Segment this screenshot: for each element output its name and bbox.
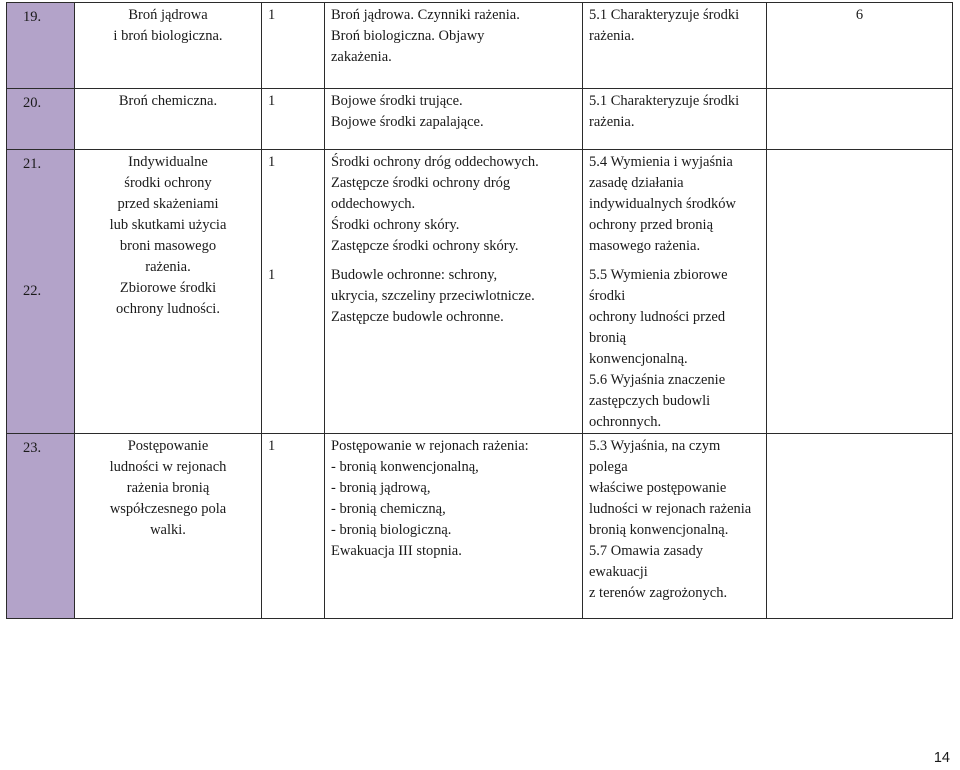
lesson-number: 22. — [23, 283, 42, 299]
topic-name: Postępowanie ludności w rejonach rażenia bronią współczesnego pola walki. — [75, 434, 262, 619]
lesson-number: 20. — [23, 95, 42, 111]
topic-name: Broń jądrowa i broń biologiczna. — [75, 3, 262, 89]
lesson-number-cell — [7, 3, 75, 89]
hours-total — [767, 434, 953, 619]
topic-name: Broń chemiczna. — [75, 89, 262, 150]
lesson-count-cell — [262, 150, 325, 434]
topic-name-cell — [75, 150, 262, 434]
lesson-number-cell — [7, 150, 75, 434]
hours-total: 6 — [767, 3, 953, 89]
lesson-count: 1 — [262, 89, 325, 150]
lesson-count: 1 — [268, 154, 276, 170]
topic-name: Zbiorowe środki ochrony ludności. — [116, 280, 220, 317]
requirements: 5.5 Wymienia zbiorowe środki ochrony ludności przed bronią konwencjonalną. 5.6 Wyjaśnia znaczenie zastępczych budowli ochronnych. — [589, 267, 728, 430]
lesson-number: 21. — [23, 156, 42, 172]
page-number: 14 — [933, 750, 950, 766]
hours-total — [767, 150, 953, 434]
table-row — [7, 150, 953, 434]
table-row — [7, 3, 953, 89]
requirements: 5.1 Charakteryzuje środki rażenia. — [583, 89, 767, 150]
topic-content: Bojowe środki trujące. Bojowe środki zapalające. — [325, 89, 583, 150]
requirements: 5.4 Wymienia i wyjaśnia zasadę działania indywidualnych środków ochrony przed bronią masowego rażenia. — [589, 154, 736, 254]
requirements: 5.3 Wyjaśnia, na czym polega właściwe postępowanie ludności w rejonach rażenia bronią konwencjonalną. 5.7 Omawia zasady ewakuacji z terenów zagrożonych. — [583, 434, 767, 619]
hours-total — [767, 89, 953, 150]
table-row — [7, 89, 953, 150]
lesson-number: 19. — [13, 5, 68, 28]
topic-content: Środki ochrony dróg oddechowych. Zastępcze środki ochrony dróg oddechowych. Środki ochrony skóry. Zastępcze środki ochrony skóry. — [331, 154, 539, 254]
requirements-cell — [583, 150, 767, 434]
requirements: 5.1 Charakteryzuje środki rażenia. — [583, 3, 767, 89]
topic-content-cell — [325, 150, 583, 434]
topic-content: Postępowanie w rejonach rażenia: - bronią konwencjonalną, - bronią jądrową, - bronią chemiczną, - bronią biologiczną. Ewakuacja III stopnia. — [325, 434, 583, 619]
lesson-number-cell — [7, 434, 75, 619]
lesson-number: 23. — [23, 440, 42, 456]
syllabus-table — [6, 2, 953, 619]
lesson-count: 1 — [262, 434, 325, 619]
lesson-count: 1 — [262, 3, 325, 89]
lesson-count: 1 — [268, 267, 276, 283]
topic-name: Indywidualne środki ochrony przed skażeniami lub skutkami użycia broni masowego rażenia. — [109, 154, 227, 275]
lesson-number-cell — [7, 89, 75, 150]
topic-content: Budowle ochronne: schrony, ukrycia, szczeliny przeciwlotnicze. Zastępcze budowle ochronne. — [331, 267, 535, 325]
table-row — [7, 434, 953, 619]
topic-content: Broń jądrowa. Czynniki rażenia. Broń biologiczna. Objawy zakażenia. — [325, 3, 583, 89]
